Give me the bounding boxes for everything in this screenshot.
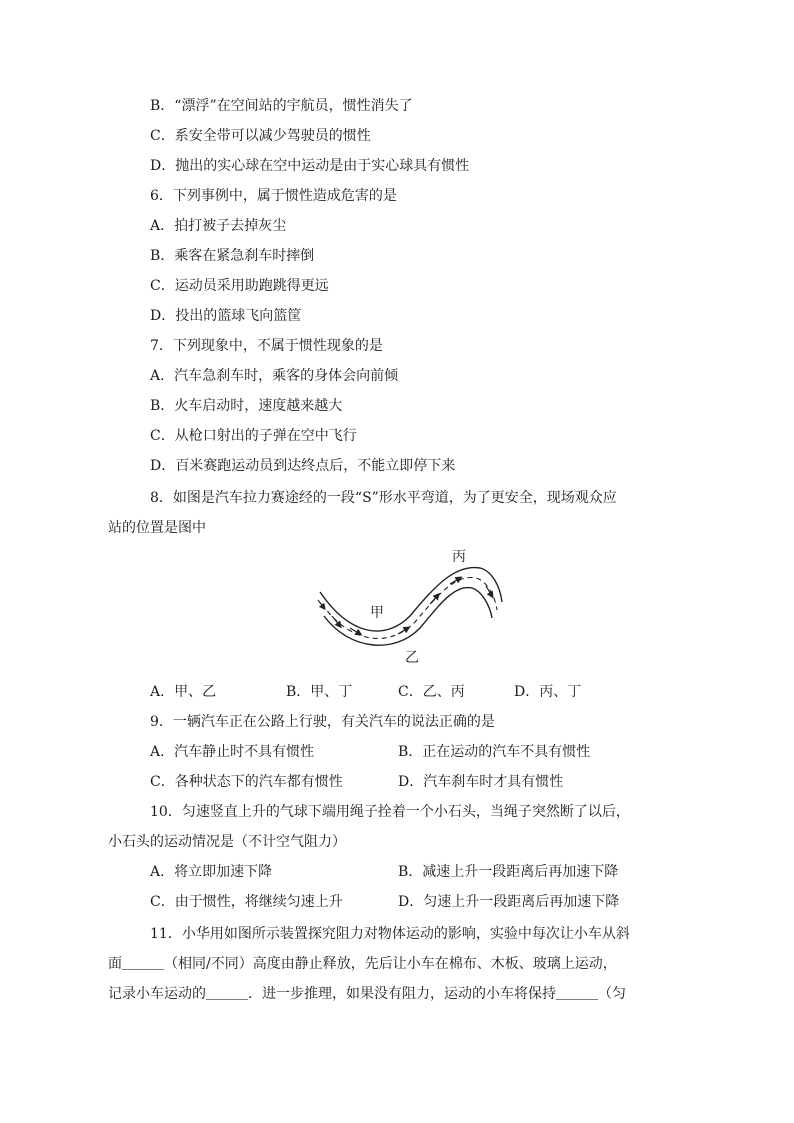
direction-arrow [450,578,460,584]
q10-option-d: D．匀速上升一段距离后再加速下降 [398,894,620,910]
q9-option-c: C．各种状态下的汽车都有惯性 [150,774,343,790]
q8-stem-line2: 站的位置是图中 [108,520,206,536]
q6-option-b: B．乘客在紧急刹车时摔倒 [150,248,315,264]
q10-option-b: B．减速上升一段距离后再加速下降 [398,864,619,880]
q10-option-c: C．由于惯性，将继续匀速上升 [150,894,343,910]
road-inner-edge [324,587,492,645]
q10-option-a: A．将立即加速下降 [150,864,273,880]
direction-arrow [398,628,408,634]
direction-arrow [332,616,340,626]
q9-option-a: A．汽车静止时不具有惯性 [150,744,315,760]
q6-option-a: A．拍打被子去掉灰尘 [150,218,287,234]
road-center-dashed-line [322,578,497,639]
q11-line3: 记录小车运动的＿＿＿．进一步推理，如果没有阻力，运动的小车将保持＿＿＿（匀 [108,986,626,1002]
q8-option-a: A．甲、乙 [150,684,217,700]
q11-line2: 面＿＿＿（相同/不同）高度由静止释放，先后让小车在棉布、木板、玻璃上运动， [108,956,617,972]
s-curve-road-diagram [310,546,510,668]
s-curve-road-figure [310,546,510,668]
q5-option-c: C．系安全带可以减少驾驶员的惯性 [150,128,371,144]
q9-option-b: B．正在运动的汽车不具有惯性 [398,744,591,760]
q7-stem: 7．下列现象中，不属于惯性现象的是 [150,338,383,354]
q8-option-d: D．丙、丁 [514,684,582,700]
q7-option-b: B．火车启动时，速度越来越大 [150,398,343,414]
label-jia: 甲 [370,605,384,621]
q7-option-d: D．百米赛跑运动员到达终点后，不能立即停下来 [150,458,456,474]
q6-option-c: C．运动员采用助跑跳得更远 [150,278,329,294]
q10-stem-line1: 10．匀速竖直上升的气球下端用绳子拴着一个小石头，当绳子突然断了以后， [150,804,630,820]
q10-stem-line2: 小石头的运动情况是（不计空气阻力） [108,834,346,850]
direction-arrow [430,595,438,604]
q8-option-c: C．乙、丙 [398,684,465,700]
label-bing: 丙 [452,549,466,565]
q6-stem: 6．下列事例中，属于惯性造成危害的是 [150,188,397,204]
q5-option-d: D．抛出的实心球在空中运动是由于实心球具有惯性 [150,158,470,174]
label-yi: 乙 [405,650,419,666]
direction-arrow [318,600,324,608]
q9-option-d: D．汽车刹车时才具有惯性 [398,774,564,790]
q9-stem: 9．一辆汽车正在公路上行驶，有关汽车的说法正确的是 [150,714,495,730]
road-outer-edge [320,568,502,631]
q7-option-c: C．从枪口射出的子弹在空中飞行 [150,428,357,444]
q7-option-a: A．汽车急刹车时，乘客的身体会向前倾 [150,368,399,384]
q11-line1: 11．小华用如图所示装置探究阻力对物体运动的影响，实验中每次让小车从斜 [150,926,630,942]
q8-option-b: B．甲、丁 [286,684,353,700]
q5-option-b: B．“漂浮”在空间站的宇航员，惯性消失了 [150,98,413,114]
q6-option-d: D．投出的篮球飞向篮筐 [150,308,302,324]
q8-stem-line1: 8．如图是汽车拉力赛途经的一段“S”形水平弯道，为了更安全，现场观众应 [150,490,617,506]
